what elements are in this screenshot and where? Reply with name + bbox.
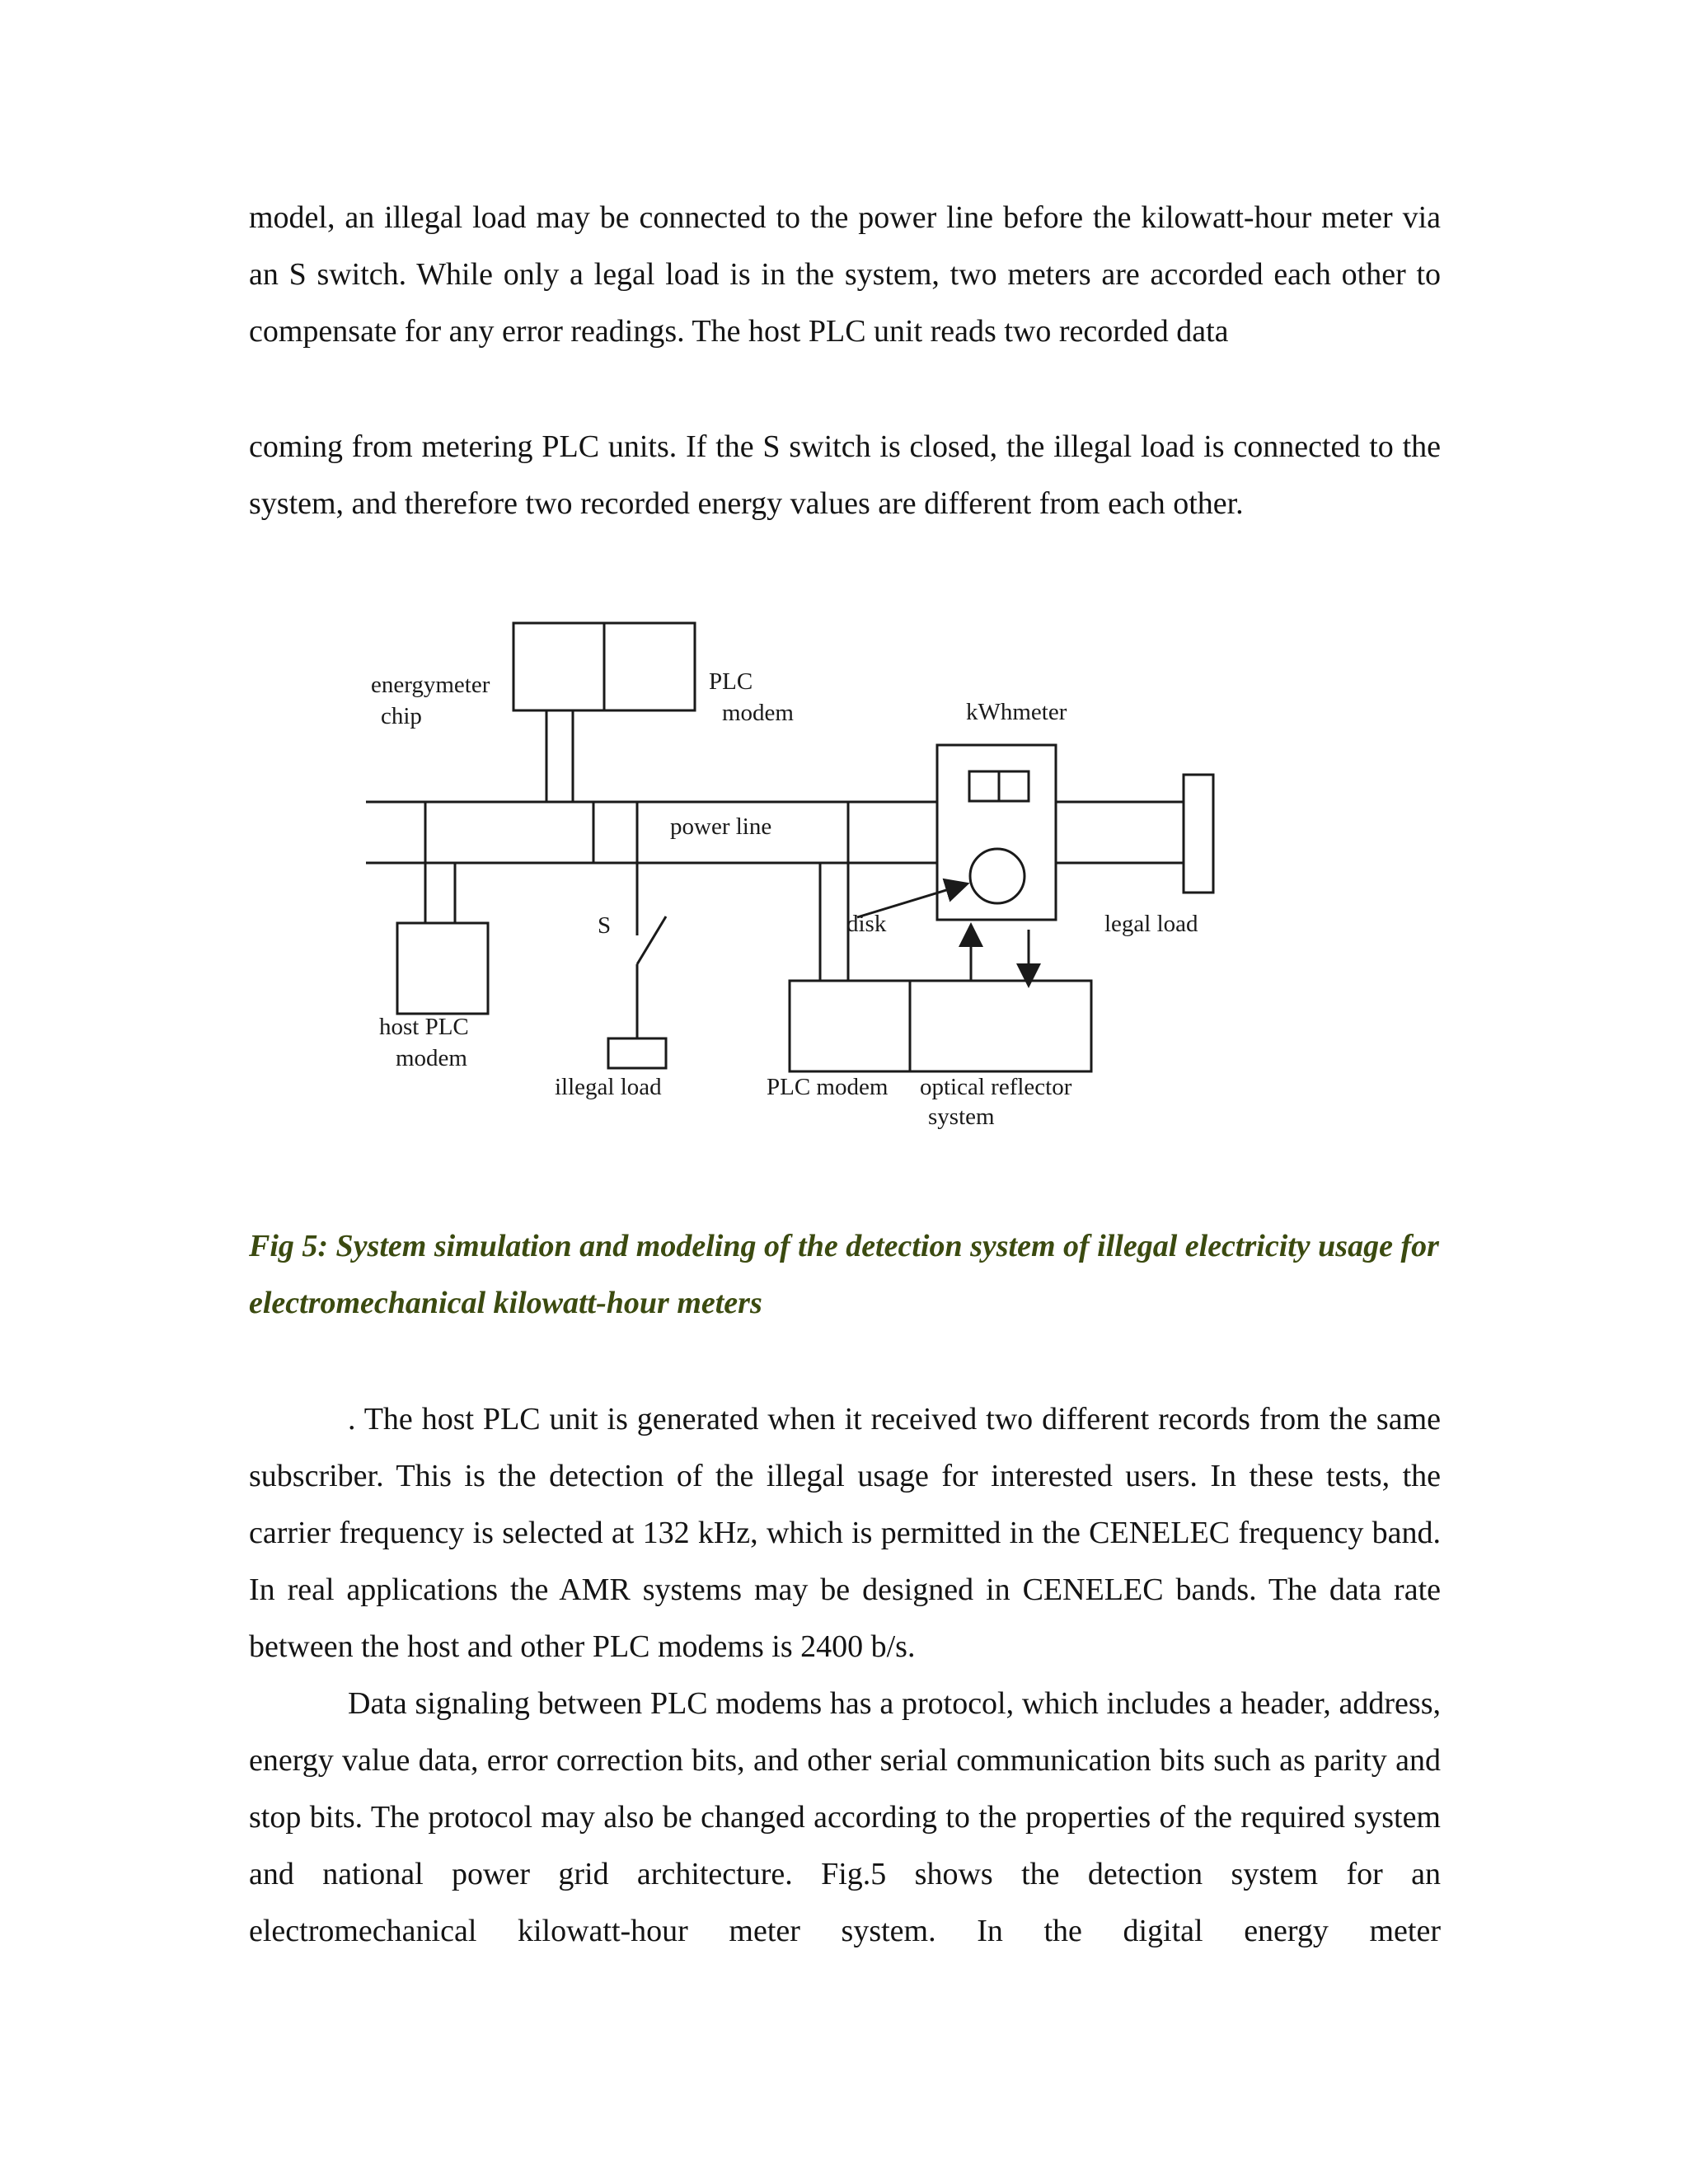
- paragraph-4: Data signaling between PLC modems has a protocol, which includes a header, address, energy value data, error correction bits, and other serial communication bits such as parity and stop bits. The protocol may also be changed according to the properties of the required system and national power grid architecture. Fig.5 shows the detection system for an electromechanical kilowatt-hour meter system. In the digital energy meter: [249, 1686, 1441, 1948]
- label-s: S: [598, 912, 612, 939]
- energymeter-chip-box: [513, 623, 604, 710]
- label-plc-modem: PLC modem: [767, 1074, 889, 1100]
- paragraph-2: coming from metering PLC units. If the S switch is closed, the illegal load is connected to the system, and therefore two recorded energy values are different from each other.: [249, 429, 1441, 521]
- label-disk: disk: [846, 911, 887, 937]
- plc-modem-box: [604, 623, 695, 710]
- label-host-modem: modem: [396, 1045, 467, 1071]
- label-illegal-load: illegal load: [555, 1074, 662, 1100]
- legal-load-box: [1184, 775, 1213, 893]
- optical-reflector-box: [910, 981, 1091, 1071]
- label-plc: PLC: [709, 668, 753, 695]
- detection-system-diagram: [346, 610, 1236, 1146]
- paragraph-3: . The host PLC unit is generated when it received two different records from the same subscriber. This is the detection of the illegal usage for interested users. In these tests, the carrier frequency is selected at 132 kHz, which is permitted in the CENELEC frequency band. In real applications the AMR systems may be designed in CENELEC bands. The data rate between the host and other PLC modems is 2400 b/s.: [249, 1402, 1441, 1664]
- host-plc-modem-box: [397, 923, 488, 1014]
- label-chip: chip: [381, 703, 422, 729]
- meter-disk: [970, 849, 1025, 903]
- label-energymeter: energymeter: [371, 672, 490, 698]
- label-legal-load: legal load: [1104, 911, 1198, 937]
- plc-modem-right-box: [790, 981, 910, 1071]
- s-switch-blade: [637, 916, 666, 964]
- figure-5-diagram: [346, 610, 1236, 1146]
- label-host-plc: host PLC: [379, 1014, 469, 1040]
- label-power-line: power line: [670, 813, 772, 840]
- paragraph-1: model, an illegal load may be connected to the power line before the kilowatt-hour meter via an S switch. While only a legal load is in the system, two meters are accorded each other to compensate for any error readings. The host PLC unit reads two recorded data: [249, 200, 1441, 349]
- label-system: system: [928, 1104, 995, 1130]
- label-kwhmeter: kWhmeter: [966, 699, 1067, 725]
- figure-caption: Fig 5: System simulation and modeling of the detection system of illegal electricity usage for electromechanical kilowatt-hour meters: [249, 1229, 1439, 1320]
- illegal-load-box: [608, 1038, 666, 1068]
- label-optical-reflector: optical reflector: [920, 1074, 1072, 1100]
- kwh-meter-display: [969, 771, 999, 801]
- label-modem-top: modem: [722, 700, 794, 726]
